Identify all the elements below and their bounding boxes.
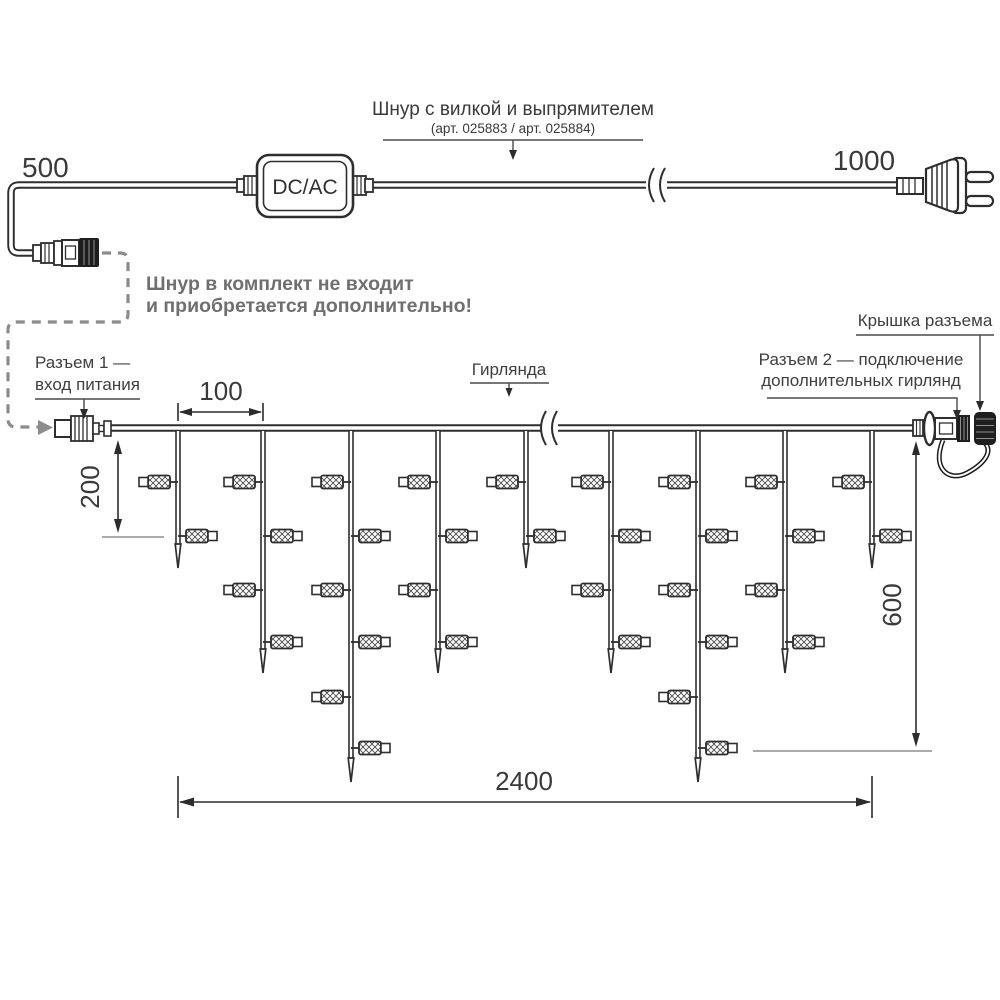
connector2-label-line2: дополнительных гирлянд [761, 371, 961, 390]
garland-drop [312, 431, 390, 782]
lamp-cap [815, 638, 824, 647]
cord-right-segment [371, 168, 899, 202]
lamp [399, 476, 438, 489]
cord-title-callout [372, 99, 654, 160]
lamp [572, 584, 611, 597]
garland-drop [833, 431, 911, 568]
dim-2400 [178, 766, 872, 818]
lamp-body [755, 584, 777, 597]
lamp-cap [468, 638, 477, 647]
cap-label: Крышка разъема [857, 311, 993, 330]
adapter-output-connector [33, 238, 99, 267]
drop-tip [523, 544, 529, 568]
lamp-cap [139, 478, 148, 487]
lamp-body [408, 476, 430, 489]
lamp-body [359, 742, 381, 755]
lamp-body [186, 530, 208, 543]
lamp [312, 476, 351, 489]
cord-title: Шнур с вилкой и выпрямителем [372, 99, 654, 120]
lamp [351, 636, 390, 649]
length-1000: 1000 [832, 145, 896, 176]
drop-tip [869, 544, 875, 568]
lamp [611, 530, 650, 543]
garland-label: Гирлянда [471, 360, 547, 379]
lamp-cap [728, 532, 737, 541]
lamp [698, 742, 737, 755]
lamp-cap [487, 478, 496, 487]
lamp [351, 742, 390, 755]
connector1-callout [35, 353, 140, 419]
lamp-body [668, 584, 690, 597]
lamp-cap [815, 532, 824, 541]
lamp-cap [746, 478, 755, 487]
lamp-body [755, 476, 777, 489]
drop-tip [782, 649, 788, 673]
lamp-body [321, 584, 343, 597]
mains-plug [897, 158, 993, 213]
cord-sku: (арт. 025883 / арт. 025884) [430, 121, 596, 136]
lamp-cap [381, 638, 390, 647]
garland-drops [139, 431, 911, 782]
garland-drop [659, 431, 737, 782]
drop-tip [695, 758, 701, 782]
lamp-body [446, 636, 468, 649]
lamp-body [271, 636, 293, 649]
lamp-body [706, 742, 728, 755]
lamp-cap [381, 744, 390, 753]
connector2-label-line1: Разъем 2 — подключение [758, 350, 964, 369]
lamp-body [446, 530, 468, 543]
lamp-cap [833, 478, 842, 487]
connector2-cap [974, 412, 996, 445]
lamp-body [581, 476, 603, 489]
lamp [785, 636, 824, 649]
lamp [698, 530, 737, 543]
length-500: 500 [22, 152, 69, 183]
dcac-adapter [237, 155, 373, 217]
wire-break-mark [541, 411, 557, 445]
lamp-body [271, 530, 293, 543]
note-line1: Шнур в комплект не входит [146, 273, 414, 295]
lamp-body [408, 584, 430, 597]
lamp [263, 530, 302, 543]
lamp-body [668, 476, 690, 489]
lamp-cap [293, 638, 302, 647]
garland-connector1 [55, 416, 111, 441]
lamp [572, 476, 611, 489]
drop-tip [175, 544, 181, 568]
lamp-cap [659, 693, 668, 702]
lamp-body [496, 476, 518, 489]
lamp [178, 530, 217, 543]
dim-2400-value: 2400 [495, 766, 553, 796]
not-included-dashed-path [8, 253, 131, 435]
garland-wire [111, 411, 913, 445]
note-line2: и приобретается дополнительно! [146, 295, 473, 317]
lamp-cap [728, 744, 737, 753]
lamp-cap [312, 478, 321, 487]
lamp-body [581, 584, 603, 597]
garland-callout [470, 360, 549, 397]
lamp [438, 530, 477, 543]
lamp-cap [659, 478, 668, 487]
lamp-cap [659, 586, 668, 595]
lamp [698, 636, 737, 649]
lamp-cap [293, 532, 302, 541]
drop-tip [348, 758, 354, 782]
lamp [659, 476, 698, 489]
lamp-cap [224, 586, 233, 595]
lamp-body [619, 530, 641, 543]
connector1-label-line1: Разъем 1 — [35, 353, 131, 372]
lamp-body [359, 530, 381, 543]
garland-drop [399, 431, 477, 673]
drop-tip [260, 649, 266, 673]
lamp-cap [381, 532, 390, 541]
lamp-cap [728, 638, 737, 647]
lamp-cap [641, 638, 650, 647]
lamp [872, 530, 911, 543]
lamp [351, 530, 390, 543]
lamp [312, 584, 351, 597]
lamp-body [321, 476, 343, 489]
lamp-cap [224, 478, 233, 487]
dim-200-value: 200 [75, 465, 105, 509]
lamp-cap [399, 586, 408, 595]
cord-break-mark [649, 168, 665, 202]
lamp-body [534, 530, 556, 543]
lamp-cap [208, 532, 217, 541]
lamp-body [793, 530, 815, 543]
garland-drop [746, 431, 824, 673]
lamp-cap [399, 478, 408, 487]
lamp-cap [902, 532, 911, 541]
lamp-body [793, 636, 815, 649]
lamp-cap [556, 532, 565, 541]
garland-drop [487, 431, 565, 568]
drop-tip [435, 649, 441, 673]
lamp-cap [746, 586, 755, 595]
lamp [785, 530, 824, 543]
lamp-cap [468, 532, 477, 541]
lamp [399, 584, 438, 597]
lamp [611, 636, 650, 649]
dim-100-value: 100 [199, 376, 243, 406]
lamp-body [321, 691, 343, 704]
lamp [487, 476, 526, 489]
connector1-label-line2: вход питания [35, 375, 140, 394]
connector2-callout [759, 350, 964, 420]
lamp-cap [312, 693, 321, 702]
lamp-cap [572, 586, 581, 595]
lamp [224, 476, 263, 489]
dcac-label: DC/AC [272, 176, 338, 199]
dim-600-value: 600 [877, 583, 907, 627]
lamp-body [880, 530, 902, 543]
lamp [526, 530, 565, 543]
drop-tip [608, 649, 614, 673]
lamp-body [233, 584, 255, 597]
garland-connector2 [913, 412, 996, 476]
lamp [263, 636, 302, 649]
lamp [224, 584, 263, 597]
garland-drop [139, 431, 217, 568]
lamp-cap [641, 532, 650, 541]
lamp [438, 636, 477, 649]
lamp-body [706, 530, 728, 543]
dim-100 [178, 376, 263, 421]
lamp [659, 584, 698, 597]
garland-drop [572, 431, 650, 673]
lamp-cap [312, 586, 321, 595]
lamp-body [233, 476, 255, 489]
garland-drop [224, 431, 302, 673]
lamp-body [359, 636, 381, 649]
lamp [139, 476, 178, 489]
lamp-body [842, 476, 864, 489]
lamp [833, 476, 872, 489]
lamp [746, 584, 785, 597]
lamp [312, 691, 351, 704]
lamp-body [148, 476, 170, 489]
lamp-body [706, 636, 728, 649]
lamp [746, 476, 785, 489]
lamp-body [619, 636, 641, 649]
lamp [659, 691, 698, 704]
lamp-body [668, 691, 690, 704]
lamp-cap [572, 478, 581, 487]
